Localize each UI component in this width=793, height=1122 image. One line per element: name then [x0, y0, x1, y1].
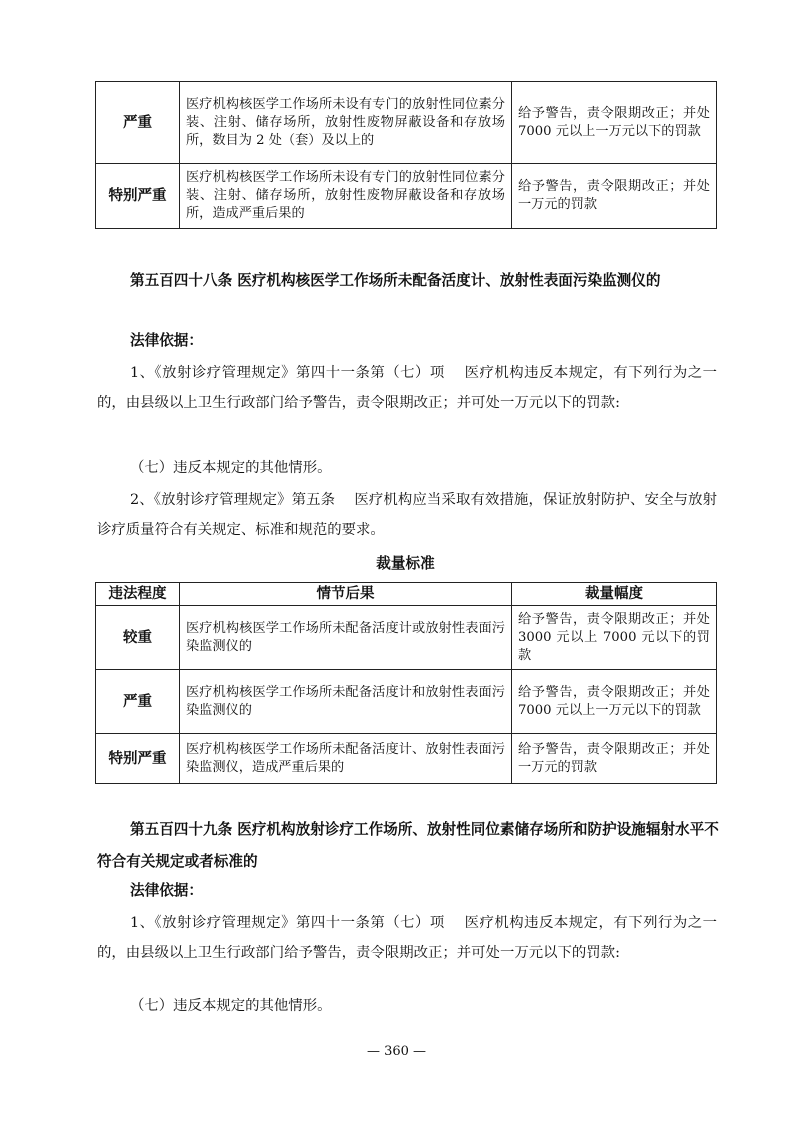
column-header-circumstance: 情节后果	[180, 583, 512, 606]
table-caption: 裁量标准	[376, 555, 435, 572]
article-549-para-1: 1、《放射诊疗管理规定》第四十一条第（七）项 医疗机构违反本规定，有下列行为之一的，由县级以上卫生行政部门给予警告，责令限期改正；并可处一万元以下的罚款:	[97, 915, 717, 961]
penalty-table-continued	[95, 81, 717, 229]
violation-level: 严重	[96, 670, 180, 734]
article-549-title: 第五百四十九条 医疗机构放射诊疗工作场所、放射性同位素储存场所和防护设施辐射水平不符合有关规定或者标准的	[97, 821, 719, 870]
penalty-cell: 给予警告，责令限期改正；并处 7000 元以上一万元以下的罚款	[512, 82, 717, 164]
violation-level: 严重	[96, 82, 180, 164]
article-548-para-1: 1、《放射诊疗管理规定》第四十一条第（七）项 医疗机构违反本规定，有下列行为之一的，由县级以上卫生行政部门给予警告，责令限期改正；并可处一万元以下的罚款:	[97, 365, 717, 411]
penalty-cell: 给予警告，责令限期改正；并处 3000 元以上 7000 元以下的罚款	[512, 606, 717, 670]
circumstance-cell: 医疗机构核医学工作场所未设有专门的放射性同位素分装、注射、储存场所，放射性废物屏蔽设备和存放场所，造成严重后果的	[180, 164, 512, 229]
penalty-cell: 给予警告，责令限期改正；并处一万元的罚款	[512, 164, 717, 229]
column-header-penalty: 裁量幅度	[512, 583, 717, 606]
table-row	[96, 606, 717, 670]
violation-level: 较重	[96, 606, 180, 670]
circumstance-cell: 医疗机构核医学工作场所未设有专门的放射性同位素分装、注射、储存场所，放射性废物屏蔽设备和存放场所，数目为 2 处（套）及以上的	[180, 82, 512, 164]
circumstance-cell: 医疗机构核医学工作场所未配备活度计、放射性表面污染监测仪，造成严重后果的	[180, 734, 512, 784]
table-header-row	[96, 583, 717, 606]
table-row	[96, 82, 717, 164]
circumstance-cell: 医疗机构核医学工作场所未配备活度计或放射性表面污染监测仪的	[180, 606, 512, 670]
column-header-level: 违法程度	[96, 583, 180, 606]
article-548-para-3: 2、《放射诊疗管理规定》第五条 医疗机构应当采取有效措施，保证放射防护、安全与放射诊疗质量符合有关规定、标准和规范的要求。	[97, 492, 717, 538]
table-row	[96, 164, 717, 229]
article-549-para-2: （七）违反本规定的其他情形。	[130, 998, 332, 1014]
article-548-para-2: （七）违反本规定的其他情形。	[130, 460, 332, 476]
penalty-cell: 给予警告，责令限期改正；并处 7000 元以上一万元以下的罚款	[512, 670, 717, 734]
table-row	[96, 734, 717, 784]
article-548-title: 第五百四十八条 医疗机构核医学工作场所未配备活度计、放射性表面污染监测仪的	[130, 272, 661, 289]
violation-level: 特别严重	[96, 164, 180, 229]
table-row	[96, 670, 717, 734]
page-number: — 360 —	[366, 1044, 427, 1059]
penalty-cell: 给予警告，责令限期改正；并处一万元的罚款	[512, 734, 717, 784]
violation-level: 特别严重	[96, 734, 180, 784]
legal-basis-label: 法律依据：	[130, 882, 203, 899]
penalty-standard-table	[95, 582, 717, 784]
circumstance-cell: 医疗机构核医学工作场所未配备活度计和放射性表面污染监测仪的	[180, 670, 512, 734]
legal-basis-label: 法律依据：	[130, 332, 203, 349]
